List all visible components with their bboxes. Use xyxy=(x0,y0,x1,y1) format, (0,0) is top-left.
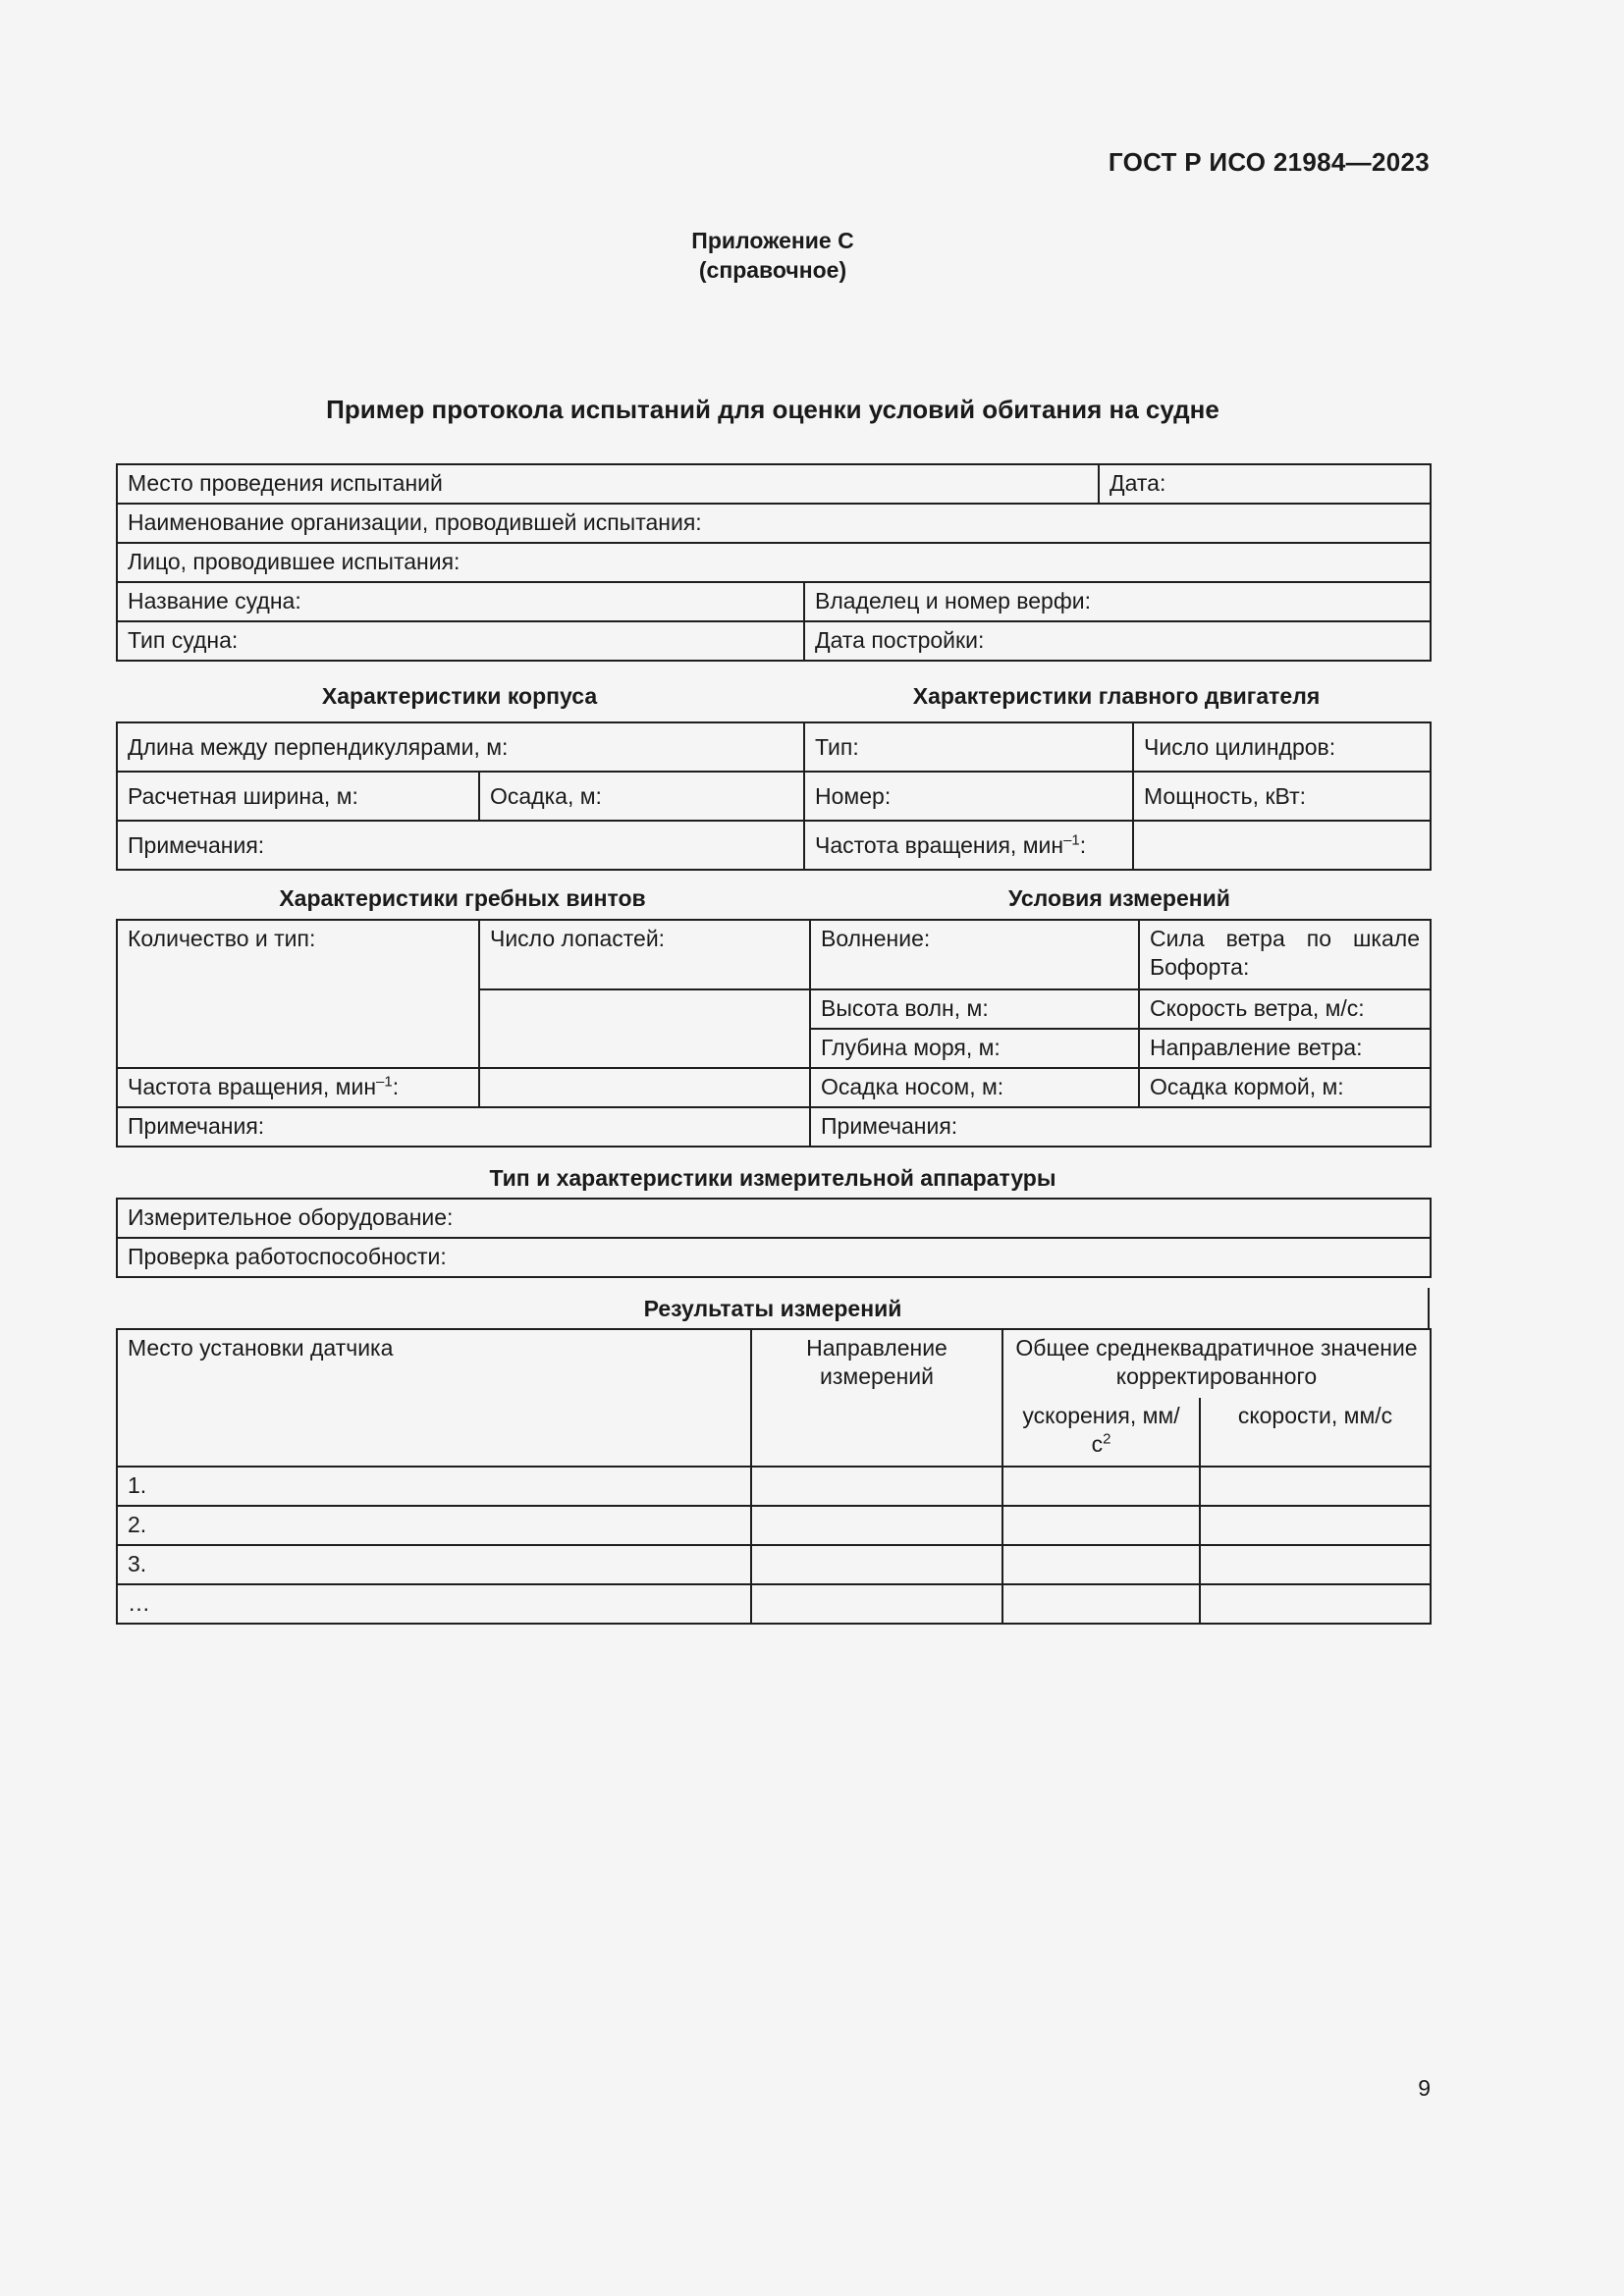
row-label: 1. xyxy=(117,1467,751,1506)
appendix-heading xyxy=(0,226,1545,285)
results-table xyxy=(116,1328,1432,1625)
row-label: 2. xyxy=(117,1506,751,1545)
standard-designation: ГОСТ Р ИСО 21984—2023 xyxy=(1108,147,1430,177)
wind-direction-cell: Направление ветра: xyxy=(1139,1029,1431,1068)
results-heading: Результаты измерений xyxy=(643,1296,902,1321)
build-date-cell: Дата постройки: xyxy=(804,621,1431,661)
hull-heading: Характеристики корпуса xyxy=(321,683,598,709)
col-location-header: Место установки датчика xyxy=(117,1329,751,1467)
hull-engine-table xyxy=(116,721,1432,871)
conditions-heading: Условия измерений xyxy=(1008,885,1230,911)
engine-rpm-exponent: –1 xyxy=(1063,830,1080,848)
owner-yard-cell: Владелец и номер верфи: xyxy=(804,582,1431,621)
equipment-heading: Тип и характеристики измерительной аппаратуры xyxy=(489,1165,1056,1191)
table-cell xyxy=(1200,1506,1431,1545)
col-acceleration-header xyxy=(1002,1398,1200,1467)
table-cell xyxy=(751,1584,1002,1624)
blades-cell: Число лопастей: xyxy=(479,920,810,989)
conditions-notes-cell: Примечания: xyxy=(810,1107,1431,1147)
engine-heading: Характеристики главного двигателя xyxy=(912,683,1321,709)
propeller-empty-cell xyxy=(479,989,810,1068)
ship-type-cell: Тип судна: xyxy=(117,621,804,661)
test-place-cell: Место проведения испытаний xyxy=(117,464,1099,504)
propeller-notes-cell: Примечания: xyxy=(117,1107,810,1147)
tester-cell: Лицо, проводившее испытания: xyxy=(117,543,1431,582)
wave-height-cell: Высота волн, м: xyxy=(810,989,1139,1029)
propeller-rpm-label: Частота вращения, мин xyxy=(128,1074,377,1099)
table-cell xyxy=(1002,1467,1200,1506)
date-cell: Дата: xyxy=(1099,464,1431,504)
col-acceleration-exponent: 2 xyxy=(1103,1430,1111,1448)
propellers-heading: Характеристики гребных винтов xyxy=(279,885,646,911)
results-heading-border xyxy=(1428,1288,1430,1329)
engine-rpm-label: Частота вращения, мин xyxy=(815,831,1064,858)
table-cell xyxy=(1002,1506,1200,1545)
beaufort-cell: Сила ветра по шкале Бофорта: xyxy=(1139,920,1431,989)
engine-number-cell: Номер: xyxy=(804,772,1133,821)
col-rms-header: Общее среднеквадратичное значение корректированного xyxy=(1002,1329,1431,1398)
length-cell: Длина между перпендикулярами, м: xyxy=(117,722,804,772)
col-velocity-header: скорости, мм/с xyxy=(1200,1398,1431,1467)
table-cell xyxy=(1200,1584,1431,1624)
document-title: Пример протокола испытаний для оценки условий обитания на судне xyxy=(326,395,1219,424)
row-label: … xyxy=(117,1584,751,1624)
table-cell xyxy=(1200,1467,1431,1506)
ship-name-cell: Название судна: xyxy=(117,582,804,621)
propeller-rpm-exponent: –1 xyxy=(376,1073,393,1091)
instruments-cell: Измерительное оборудование: xyxy=(117,1199,1431,1238)
organization-cell: Наименование организации, проводившей испытания: xyxy=(117,504,1431,543)
propellers-conditions-table xyxy=(116,919,1432,1148)
engine-rpm-colon: : xyxy=(1079,831,1087,858)
propeller-rpm-value-cell xyxy=(479,1068,810,1107)
draught-stern-cell: Осадка кормой, м: xyxy=(1139,1068,1431,1107)
table-cell xyxy=(751,1467,1002,1506)
breadth-cell: Расчетная ширина, м: xyxy=(117,772,479,821)
sea-depth-cell: Глубина моря, м: xyxy=(810,1029,1139,1068)
table-cell xyxy=(1002,1545,1200,1584)
appendix-subtitle: (справочное) xyxy=(698,257,847,283)
row-label: 3. xyxy=(117,1545,751,1584)
qty-type-cell: Количество и тип: xyxy=(117,920,479,1068)
table-cell xyxy=(1200,1545,1431,1584)
power-cell: Мощность, кВт: xyxy=(1133,772,1431,821)
hull-notes-cell: Примечания: xyxy=(117,821,804,870)
draught-cell: Осадка, м: xyxy=(479,772,804,821)
engine-rpm-cell xyxy=(804,821,1133,870)
sea-state-cell: Волнение: xyxy=(810,920,1139,989)
general-info-table xyxy=(116,463,1432,662)
propeller-rpm-colon: : xyxy=(392,1074,400,1099)
draught-bow-cell: Осадка носом, м: xyxy=(810,1068,1139,1107)
table-cell xyxy=(751,1545,1002,1584)
cylinders-cell: Число цилиндров: xyxy=(1133,722,1431,772)
wind-speed-cell: Скорость ветра, м/с: xyxy=(1139,989,1431,1029)
propeller-rpm-cell xyxy=(117,1068,479,1107)
engine-type-cell: Тип: xyxy=(804,722,1133,772)
table-row xyxy=(117,1545,1431,1584)
table-row xyxy=(117,1584,1431,1624)
table-row xyxy=(117,1467,1431,1506)
page-number: 9 xyxy=(1418,2075,1431,2101)
check-cell: Проверка работоспособности: xyxy=(117,1238,1431,1277)
engine-empty-cell xyxy=(1133,821,1431,870)
table-cell xyxy=(1002,1584,1200,1624)
col-direction-header: Направление измерений xyxy=(751,1329,1002,1467)
col-acceleration-label: ускорения, мм/с xyxy=(1022,1403,1180,1457)
table-cell xyxy=(751,1506,1002,1545)
equipment-table xyxy=(116,1198,1432,1278)
table-row xyxy=(117,1506,1431,1545)
appendix-title: Приложение С xyxy=(691,228,854,253)
